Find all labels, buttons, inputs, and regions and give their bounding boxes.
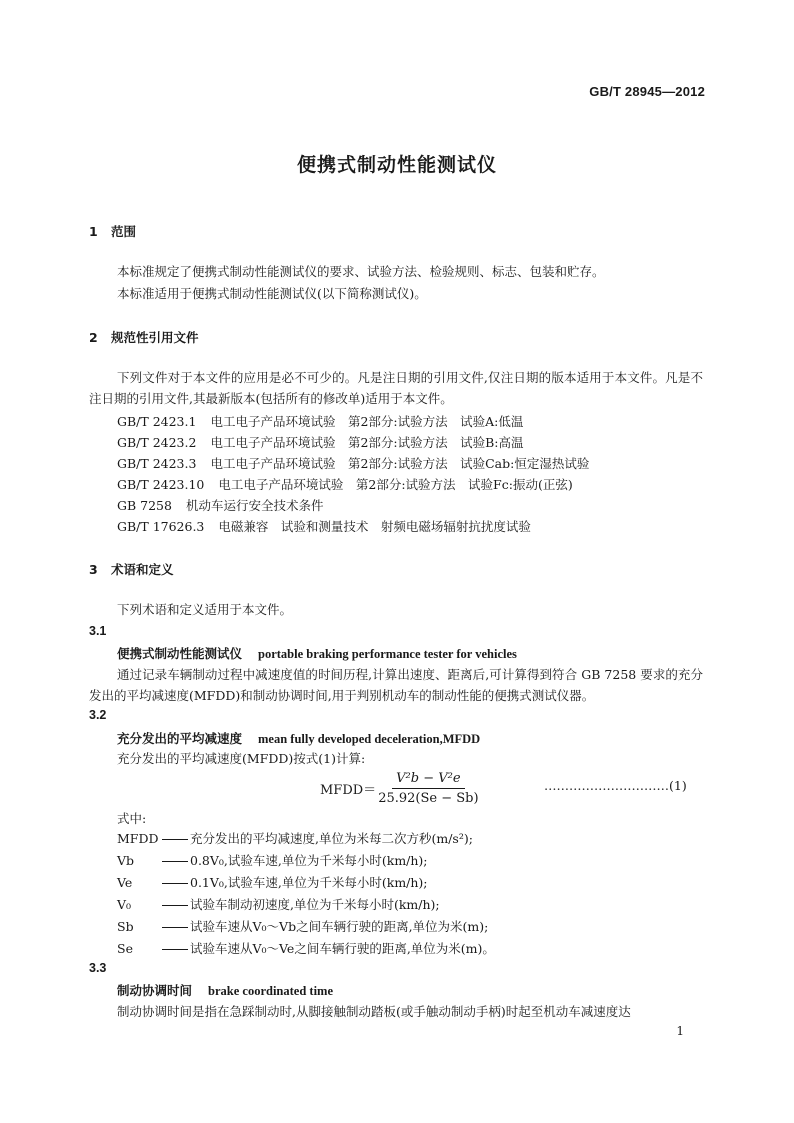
variable-row: [117, 851, 428, 869]
section-1-heading: [89, 222, 136, 240]
term-title-en: portable braking performance tester for vehicles: [258, 647, 517, 661]
reference-code: GB/T 2423.2: [117, 435, 197, 450]
variable-row: [117, 939, 495, 957]
section-title: 范围: [111, 224, 137, 239]
variable-symbol: Se: [117, 941, 133, 956]
variable-description: 0.1V₀,试验车速,单位为千米每小时(km/h);: [190, 875, 428, 890]
variable-description: 试验车速从V₀～Vb之间车辆行驶的距离,单位为米(m);: [190, 919, 489, 934]
variable-symbol: Vb: [117, 853, 135, 868]
section-title: 规范性引用文件: [111, 330, 199, 345]
reference-item: [117, 412, 523, 430]
reference-code: GB/T 2423.10: [117, 477, 205, 492]
term-number: 3.3: [89, 961, 107, 975]
variable-description: 试验车速从V₀～Ve之间车辆行驶的距离,单位为米(m)。: [190, 941, 495, 956]
mfdd-formula: [320, 771, 479, 806]
formula-fraction: [378, 771, 478, 806]
term-title-en: brake coordinated time: [208, 984, 333, 998]
scope-paragraph-1: 本标准规定了便携式制动性能测试仪的要求、试验方法、检验规则、标志、包装和贮存。: [117, 264, 605, 279]
variable-description: 试验车制动初速度,单位为千米每小时(km/h);: [190, 897, 440, 912]
term-title-zh: 制动协调时间: [117, 983, 193, 998]
variable-row: [117, 829, 473, 847]
variable-description: 0.8V₀,试验车速,单位为千米每小时(km/h);: [190, 853, 428, 868]
reference-title: 电工电子产品环境试验 第2部分:试验方法 试验Cab:恒定湿热试验: [210, 456, 590, 471]
variable-row: [117, 895, 440, 913]
section-number: 2: [89, 330, 98, 345]
terms-intro: 下列术语和定义适用于本文件。: [117, 602, 293, 617]
reference-item: [117, 475, 573, 493]
reference-item: [117, 496, 323, 514]
variable-symbol: Ve: [117, 875, 133, 890]
term-number: 3.2: [89, 708, 107, 722]
reference-code: GB 7258: [117, 498, 172, 513]
section-title: 术语和定义: [111, 562, 174, 577]
term-title: [117, 644, 517, 662]
reference-code: GB/T 2423.1: [117, 414, 197, 429]
section-2-heading: [89, 328, 199, 346]
variable-symbol: Sb: [117, 919, 134, 934]
section-number: 1: [89, 224, 98, 239]
reference-title: 电磁兼容 试验和测量技术 射频电磁场辐射抗扰度试验: [218, 519, 531, 534]
term-title-zh: 便携式制动性能测试仪: [117, 646, 243, 661]
term-title-zh: 充分发出的平均减速度: [117, 731, 243, 746]
term-title-en: mean fully developed deceleration,MFDD: [258, 732, 481, 746]
term-definition: 通过记录车辆制动过程中减速度值的时间历程,计算出速度、距离后,可计算得到符合 GB 7258 要求的充分发出的平均减速度(MFDD)和制动协调时间,用于判别机动车的制动性能的便携式测试仪器。: [89, 667, 703, 703]
variable-row: [117, 873, 428, 891]
term-number: 3.1: [89, 624, 107, 638]
term-title: [117, 729, 480, 747]
reference-code: GB/T 17626.3: [117, 519, 205, 534]
term-definition: 制动协调时间是指在急踩制动时,从脚接触制动踏板(或手触动制动手柄)时起至机动车减速度达: [117, 1004, 631, 1019]
reference-item: [117, 454, 589, 472]
reference-title: 电工电子产品环境试验 第2部分:试验方法 试验A:低温: [210, 414, 524, 429]
formula-numerator: V²b − V²e: [392, 771, 464, 789]
formula-denominator: 25.92(Se − Sb): [378, 791, 479, 806]
reference-code: GB/T 2423.3: [117, 456, 197, 471]
reference-title: 电工电子产品环境试验 第2部分:试验方法 试验B:高温: [210, 435, 524, 450]
section-number: 3: [89, 562, 98, 577]
document-title: 便携式制动性能测试仪: [296, 154, 497, 176]
formula-lhs: MFDD＝: [320, 783, 377, 798]
page-number: 1: [676, 1024, 684, 1038]
where-label: 式中:: [117, 811, 147, 826]
section-3-heading: [89, 560, 174, 578]
standard-code: GB/T 28945—2012: [589, 84, 705, 99]
term-title: [117, 981, 333, 999]
variable-symbol: MFDD: [117, 831, 159, 846]
equation-number: …………………………(1): [544, 778, 687, 793]
variable-symbol: V₀: [117, 897, 132, 912]
formula-intro: 充分发出的平均减速度(MFDD)按式(1)计算:: [117, 751, 366, 766]
reference-title: 电工电子产品环境试验 第2部分:试验方法 试验Fc:振动(正弦): [218, 477, 573, 492]
variable-row: [117, 917, 488, 935]
reference-title: 机动车运行安全技术条件: [185, 498, 324, 513]
variable-description: 充分发出的平均减速度,单位为米每二次方秒(m/s²);: [190, 831, 473, 846]
scope-paragraph-2: 本标准适用于便携式制动性能测试仪(以下简称测试仪)。: [117, 286, 427, 301]
reference-item: [117, 517, 531, 535]
references-intro: 下列文件对于本文件的应用是必不可少的。凡是注日期的引用文件,仅注日期的版本适用于本文件。凡是不注日期的引用文件,其最新版本(包括所有的修改单)适用于本文件。: [89, 370, 703, 406]
reference-item: [117, 433, 524, 451]
